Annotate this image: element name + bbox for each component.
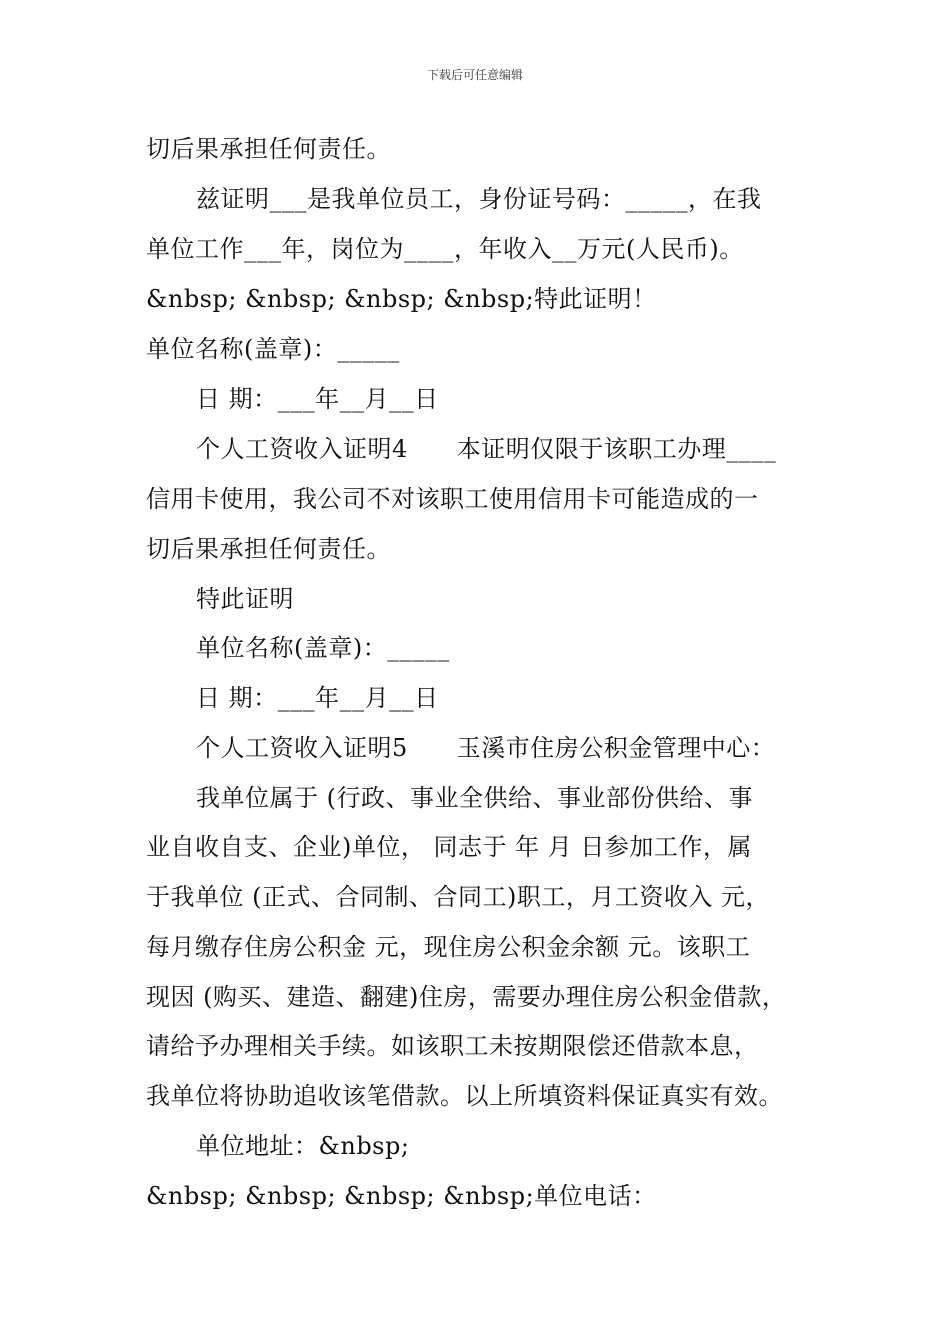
text-line: &nbsp; &nbsp; &nbsp; &nbsp;单位电话： bbox=[146, 1182, 657, 1210]
text-line: 兹证明___是我单位员工，身份证号码：_____，在我 bbox=[196, 185, 762, 213]
text-line: 信用卡使用，我公司不对该职工使用信用卡可能造成的一 bbox=[146, 485, 759, 513]
text-line: 特此证明 bbox=[196, 585, 294, 613]
text-line: 业自收自支、企业)单位， 同志于 年 月 日参加工作，属 bbox=[146, 833, 752, 861]
text-line: &nbsp; &nbsp; &nbsp; &nbsp;特此证明！ bbox=[146, 285, 657, 313]
text-line: 个人工资收入证明4 本证明仅限于该职工办理____ bbox=[196, 435, 777, 463]
text-line: 日 期：___年__月__日 bbox=[196, 684, 439, 712]
text-line: 现因 (购买、建造、翻建)住房，需要办理住房公积金借款， bbox=[146, 983, 787, 1011]
text-line: 切后果承担任何责任。 bbox=[146, 535, 391, 563]
text-line: 于我单位 (正式、合同制、合同工)职工，月工资收入 元， bbox=[146, 883, 770, 911]
text-line: 切后果承担任何责任。 bbox=[146, 135, 391, 163]
text-line: 单位工作___年，岗位为____，年收入__万元(人民币)。 bbox=[146, 235, 744, 263]
text-line: 单位名称(盖章)：_____ bbox=[196, 634, 450, 662]
text-line: 单位地址：&nbsp; bbox=[196, 1132, 410, 1160]
text-line: 我单位属于 (行政、事业全供给、事业部份供给、事 bbox=[196, 784, 753, 812]
text-line: 个人工资收入证明5 玉溪市住房公积金管理中心： bbox=[196, 734, 776, 762]
text-line: 日 期：___年__月__日 bbox=[196, 385, 439, 413]
text-line: 单位名称(盖章)：_____ bbox=[146, 335, 400, 363]
page-header-note: 下载后可任意编辑 bbox=[426, 68, 523, 82]
text-line: 请给予办理相关手续。如该职工未按期限偿还借款本息， bbox=[146, 1032, 759, 1060]
text-line: 每月缴存住房公积金 元，现住房公积金余额 元。该职工 bbox=[146, 933, 751, 961]
text-line: 我单位将协助追收该笔借款。以上所填资料保证真实有效。 bbox=[146, 1082, 783, 1110]
